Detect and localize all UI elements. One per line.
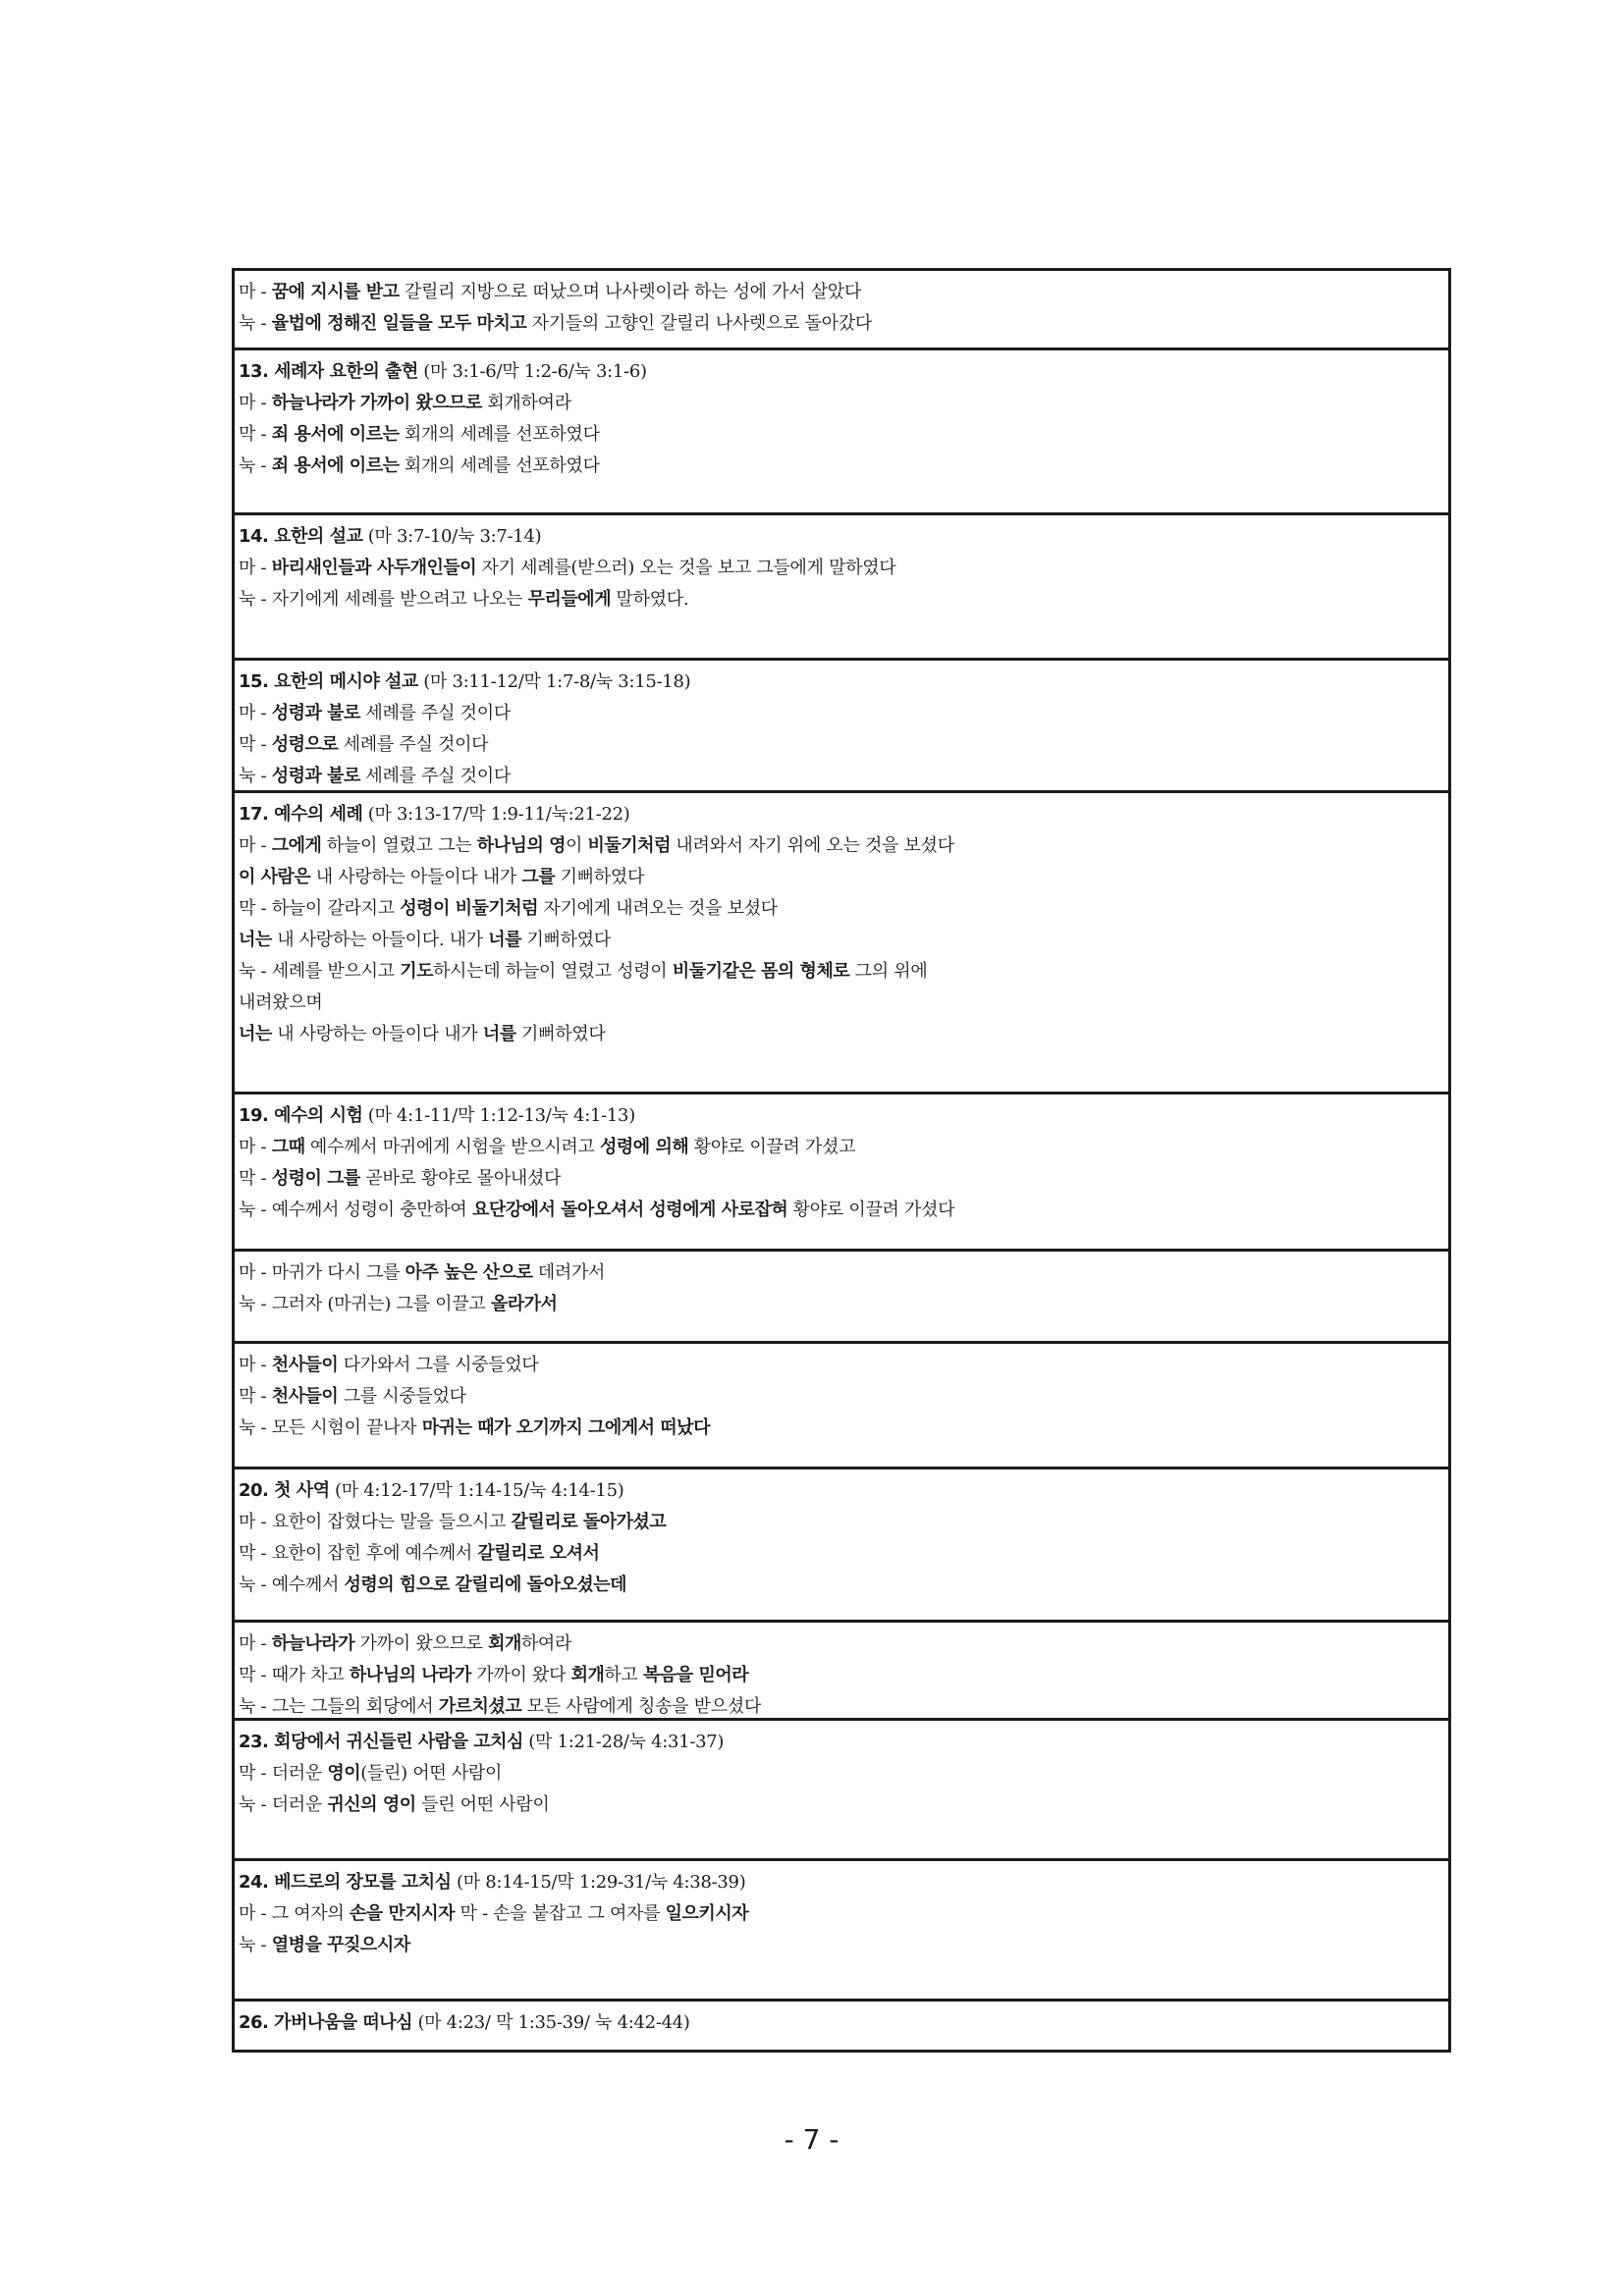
- bold-phrase: 20. 첫 사역: [239, 1480, 330, 1501]
- text-segment: 세례를 주실 것이다: [359, 703, 511, 723]
- text-line: [239, 1195, 1444, 1226]
- text-line: [239, 356, 1444, 388]
- bold-phrase: 하늘나라가: [271, 1633, 355, 1654]
- text-segment: 기뻐하였다: [515, 1024, 606, 1044]
- text-line: [239, 388, 1444, 419]
- text-segment: 기뻐하였다: [555, 867, 645, 887]
- text-line: [239, 799, 1444, 830]
- bold-phrase: 요단강에서 돌아오셔서 성령에게 사로잡혀: [471, 1200, 788, 1220]
- bold-phrase: 복음을 믿어라: [643, 1665, 749, 1685]
- bold-phrase: 갈릴리로 오셔서: [477, 1543, 600, 1564]
- text-line: [239, 1163, 1444, 1195]
- bold-phrase: 하늘나라가 가까이 왔으므로: [271, 393, 482, 413]
- text-segment: 예수께서 마귀에게 시험을 받으시려고: [304, 1137, 601, 1157]
- bold-phrase: 성령으로: [271, 734, 339, 755]
- text-segment: 눅 - 그러자 (마귀는) 그를 이끌고: [239, 1294, 491, 1314]
- bold-phrase: 아주 높은 산으로: [405, 1262, 533, 1283]
- text-segment: 하늘이 열렸고 그는: [321, 835, 477, 856]
- bold-phrase: 죄 용서에 이르는: [271, 424, 400, 445]
- text-segment: 다가와서 그를 시중들었다: [338, 1355, 539, 1375]
- text-line: [239, 1132, 1444, 1163]
- text-segment: 들린 어떤 사람이: [415, 1794, 550, 1815]
- text-line: [239, 1019, 1444, 1050]
- text-line: [239, 1257, 1444, 1289]
- bold-phrase: 그때: [271, 1137, 305, 1157]
- text-line: [239, 419, 1444, 451]
- bold-phrase: 성령이 비둘기처럼: [400, 898, 539, 919]
- text-segment: 황야로 이끌려 가셨다: [787, 1200, 955, 1220]
- text-line: [239, 925, 1444, 956]
- bold-phrase: 13. 세례자 요한의 출현: [239, 361, 418, 382]
- text-segment: 눅 - 예수께서 성령이 충만하여: [239, 1200, 472, 1220]
- text-segment: (마 3:13-17/막 1:9-11/눅:21-22): [362, 804, 630, 825]
- section-19-temptation: [232, 1095, 1451, 1252]
- section-14-john-preaching: [232, 515, 1451, 661]
- section-17-baptism: [232, 793, 1451, 1095]
- bold-phrase: 성령과 불로: [271, 766, 360, 786]
- text-segment: 세례를 주실 것이다: [338, 734, 489, 755]
- text-segment: 눅 -: [239, 766, 272, 786]
- text-segment: (마 4:23/ 막 1:35-39/ 눅 4:42-44): [412, 2012, 690, 2033]
- text-segment: 막 - 때가 차고: [239, 1665, 350, 1685]
- bold-phrase: 회개: [570, 1665, 605, 1685]
- text-line: [239, 1475, 1444, 1507]
- text-segment: 세례를 주실 것이다: [359, 766, 511, 786]
- bold-phrase: 율법에 정해진 일들을 모두 마치고: [271, 313, 527, 334]
- bold-phrase: 19. 예수의 시험: [239, 1105, 363, 1126]
- section-23-unclean-spirit: [232, 1721, 1451, 1861]
- text-segment: 눅 - 세례를 받으시고: [239, 961, 401, 982]
- text-segment: (마 4:1-11/막 1:12-13/눅 4:1-13): [362, 1105, 635, 1126]
- text-segment: 막 -: [239, 734, 272, 755]
- bold-phrase: 영이: [327, 1763, 361, 1784]
- text-segment: (막 1:21-28/눅 4:31-37): [522, 1732, 725, 1752]
- section-20-kingdom: [232, 1623, 1451, 1721]
- bold-phrase: 손을 만지시자: [349, 1903, 456, 1924]
- section-26-leaving-capernaum: [232, 2002, 1451, 2053]
- text-line: [239, 584, 1444, 615]
- text-segment: (마 3:7-10/눅 3:7-14): [362, 526, 542, 547]
- text-line: [239, 1100, 1444, 1132]
- bold-phrase: 너는: [239, 930, 272, 950]
- text-line: [239, 761, 1444, 792]
- text-segment: 자기 세례를(받으러) 오는 것을 보고 그들에게 말하였다: [476, 558, 896, 578]
- text-segment: 눅 -: [239, 313, 272, 334]
- bold-phrase: 너를: [482, 1024, 516, 1044]
- text-line: [239, 1289, 1444, 1320]
- text-segment: 마 -: [239, 703, 272, 723]
- text-segment: 가까이 왔으므로: [354, 1633, 489, 1654]
- section-return-nazareth: [232, 268, 1451, 350]
- bold-phrase: 천사들이: [271, 1355, 339, 1375]
- text-line: [239, 1930, 1444, 1961]
- bold-phrase: 성령과 불로: [271, 703, 360, 723]
- text-segment: 기뻐하였다: [521, 930, 611, 950]
- text-segment: 모든 사람에게 칭송을 받으셨다: [521, 1696, 762, 1717]
- bold-phrase: 너를: [488, 930, 522, 950]
- section-19-angels: [232, 1344, 1451, 1469]
- section-24-peter-mother-in-law: [232, 1861, 1451, 2002]
- bold-phrase: 24. 베드로의 장모를 고치심: [239, 1872, 452, 1893]
- bold-phrase: 기도: [400, 961, 433, 982]
- text-segment: 내 사랑하는 아들이다 내가: [271, 1024, 483, 1044]
- bold-phrase: 죄 용서에 이르는: [271, 455, 400, 476]
- text-segment: 마 - 마귀가 다시 그를: [239, 1262, 406, 1283]
- bold-phrase: 14. 요한의 설교: [239, 526, 363, 547]
- bold-phrase: 무리들에게: [527, 589, 612, 610]
- bold-phrase: 그를: [521, 867, 556, 887]
- text-line: [239, 956, 1444, 988]
- bold-phrase: 일으키시자: [665, 1903, 749, 1924]
- text-segment: 막 - 하늘이 갈라지고: [239, 898, 401, 919]
- text-line: [239, 729, 1444, 761]
- bold-phrase: 열병을 꾸짖으시자: [271, 1935, 410, 1955]
- text-line: [239, 893, 1444, 925]
- bold-phrase: 23. 회당에서 귀신들린 사람을 고치심: [239, 1732, 523, 1752]
- text-segment: (마 3:11-12/막 1:7-8/눅 3:15-18): [417, 671, 691, 692]
- text-segment: 내려와서 자기 위에 오는 것을 보셨다: [670, 835, 954, 856]
- text-line: [239, 1660, 1444, 1691]
- text-line: [239, 521, 1444, 553]
- bold-phrase: 성령의 힘으로 갈릴리에 돌아오셨는데: [344, 1575, 627, 1595]
- text-segment: 눅 - 더러운: [239, 1794, 328, 1815]
- text-line: [239, 277, 1444, 308]
- text-line: [239, 1898, 1444, 1930]
- text-line: [239, 1413, 1444, 1444]
- page-number: - 7 -: [784, 2123, 839, 2156]
- text-segment: 막 - 요한이 잡힌 후에 예수께서: [239, 1543, 478, 1564]
- text-line: [239, 1867, 1444, 1898]
- section-13-john-appears: [232, 350, 1451, 515]
- text-segment: 막 -: [239, 424, 272, 445]
- bold-phrase: 귀신의 영이: [327, 1794, 416, 1815]
- text-segment: 하여라: [520, 1633, 572, 1654]
- text-segment: 이: [566, 835, 588, 856]
- bold-phrase: 하나님의 나라가: [349, 1665, 471, 1685]
- text-segment: 갈릴리 지방으로 떠났으며 나사렛이라 하는 성에 가서 살았다: [399, 282, 862, 302]
- bold-phrase: 성령이 그를: [271, 1168, 360, 1189]
- section-19-high-mountain: [232, 1252, 1451, 1344]
- text-segment: 막 -: [239, 1386, 272, 1407]
- bold-phrase: 15. 요한의 메시야 설교: [239, 671, 418, 692]
- text-line: [239, 1350, 1444, 1381]
- text-segment: 하고: [604, 1665, 644, 1685]
- text-line: [239, 1538, 1444, 1570]
- text-segment: 마 - 요한이 잡혔다는 말을 들으시고: [239, 1512, 512, 1532]
- text-segment: 막 - 손을 붙잡고 그 여자를: [455, 1903, 666, 1924]
- text-line: [239, 1691, 1444, 1721]
- text-segment: 말하였다.: [611, 589, 689, 610]
- text-segment: 그의 위에: [849, 961, 928, 982]
- bold-phrase: 천사들이: [271, 1386, 339, 1407]
- bold-phrase: 마귀는 때가 오기까지 그에게서 떠났다: [421, 1417, 710, 1438]
- text-segment: 눅 - 모든 시험이 끝나자: [239, 1417, 422, 1438]
- section-20-first-ministry: [232, 1469, 1451, 1623]
- text-line: [239, 1789, 1444, 1821]
- text-segment: 마 -: [239, 558, 272, 578]
- text-segment: 눅 -: [239, 455, 272, 476]
- bold-phrase: 가르치셨고: [438, 1696, 522, 1717]
- text-segment: 내 사랑하는 아들이다 내가: [310, 867, 522, 887]
- text-segment: 마 -: [239, 1137, 272, 1157]
- section-15-messiah-preaching: [232, 661, 1451, 793]
- text-line: [239, 1727, 1444, 1758]
- text-line: [239, 1570, 1444, 1601]
- text-line: [239, 451, 1444, 482]
- text-segment: 눅 -: [239, 1935, 272, 1955]
- text-segment: 자기들의 고향인 갈릴리 나사렛으로 돌아갔다: [526, 313, 872, 334]
- text-line: [239, 2007, 1444, 2039]
- bold-phrase: 비둘기같은 몸의 형체로: [672, 961, 850, 982]
- bold-phrase: 비둘기처럼: [587, 835, 671, 856]
- text-segment: 마 - 그 여자의: [239, 1903, 350, 1924]
- text-line: [239, 1507, 1444, 1538]
- bold-phrase: 바리새인들과 사두개인들이: [271, 558, 477, 578]
- bold-phrase: 올라가서: [490, 1294, 558, 1314]
- text-segment: 그를 시중들었다: [338, 1386, 466, 1407]
- bold-phrase: 회개: [488, 1633, 521, 1654]
- text-line: [239, 862, 1444, 893]
- text-segment: 자기에게 내려오는 것을 보셨다: [538, 898, 778, 919]
- text-segment: 황야로 이끌려 가셨고: [688, 1137, 856, 1157]
- text-segment: (마 8:14-15/막 1:29-31/눅 4:38-39): [451, 1872, 746, 1893]
- synopsis-table: [232, 268, 1451, 2053]
- text-segment: 눅 - 예수께서: [239, 1575, 345, 1595]
- text-segment: (마 3:1-6/막 1:2-6/눅 3:1-6): [417, 361, 647, 382]
- text-segment: 회개의 세례를 선포하였다: [399, 424, 600, 445]
- text-segment: 마 -: [239, 393, 272, 413]
- text-segment: (마 4:12-17/막 1:14-15/눅 4:14-15): [329, 1480, 624, 1501]
- text-segment: 눅 - 그는 그들의 회당에서: [239, 1696, 439, 1717]
- text-line: [239, 1629, 1444, 1660]
- text-segment: 회개의 세례를 선포하였다: [399, 455, 600, 476]
- text-line: [239, 698, 1444, 729]
- bold-phrase: 26. 가버나움을 떠나심: [239, 2012, 413, 2033]
- text-line: [239, 830, 1444, 862]
- text-segment: 마 -: [239, 835, 272, 856]
- bold-phrase: 17. 예수의 세례: [239, 804, 363, 825]
- text-segment: 하시는데 하늘이 열렸고 성령이: [432, 961, 673, 982]
- text-segment: 내려왔으며: [239, 992, 323, 1013]
- bold-phrase: 하나님의 영: [476, 835, 566, 856]
- bold-phrase: 그에게: [271, 835, 322, 856]
- text-line: [239, 1758, 1444, 1789]
- text-segment: 마 -: [239, 1633, 272, 1654]
- text-segment: 곧바로 황야로 몰아내셨다: [359, 1168, 562, 1189]
- text-segment: 가까이 왔다: [470, 1665, 571, 1685]
- text-segment: 눅 - 자기에게 세례를 받으려고 나오는: [239, 589, 528, 610]
- text-segment: 마 -: [239, 282, 272, 302]
- bold-phrase: 성령에 의해: [600, 1137, 689, 1157]
- text-segment: 내 사랑하는 아들이다. 내가: [271, 930, 489, 950]
- bold-phrase: 꿈에 지시를 받고: [271, 282, 400, 302]
- text-line: [239, 553, 1444, 584]
- text-segment: (들린) 어떤 사람이: [360, 1763, 503, 1784]
- text-segment: 회개하여라: [481, 393, 571, 413]
- text-segment: 데려가서: [532, 1262, 606, 1283]
- text-line: [239, 988, 1444, 1019]
- bold-phrase: 갈릴리로 돌아가셨고: [511, 1512, 667, 1532]
- text-line: [239, 667, 1444, 698]
- text-line: [239, 308, 1444, 340]
- text-segment: 마 -: [239, 1355, 272, 1375]
- text-line: [239, 1381, 1444, 1413]
- text-segment: 막 - 더러운: [239, 1763, 328, 1784]
- text-segment: 막 -: [239, 1168, 272, 1189]
- bold-phrase: 너는: [239, 1024, 272, 1044]
- bold-phrase: 이 사람은: [239, 867, 311, 887]
